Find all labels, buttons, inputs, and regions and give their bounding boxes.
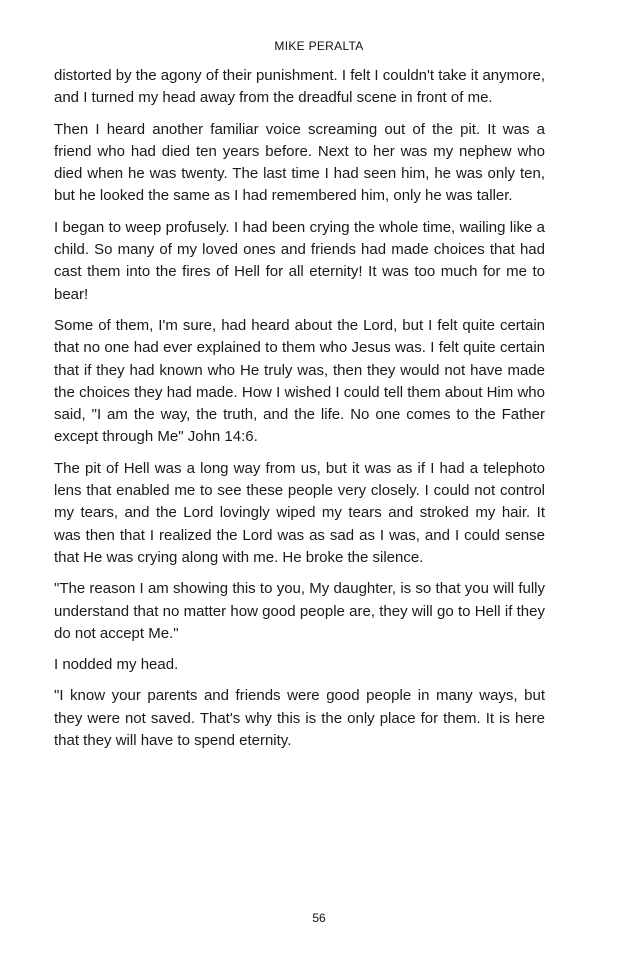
running-header: MIKE PERALTA <box>274 39 364 53</box>
paragraph: I nodded my head. <box>54 656 179 674</box>
paragraph: "The reason I am showing this to you, My daughter, is so that you will fully understand that no matter how good people are, they will go to Hell if they do not accept Me." <box>54 580 545 642</box>
paragraph: "I know your parents and friends were good people in many ways, but they were not saved. That's why this is the only place for them. It is here that they will have to spend eternity. <box>54 687 545 750</box>
paragraph: The pit of Hell was a long way from us, but it was as if I had a telephoto lens that enabled me to see these people very closely. I could not control my tears, and the Lord lovingly wiped my tears and stroked my hair. It was then that I realized the Lord was as sad as I was, and I could sense that He was crying along with me. He broke the silence. <box>54 459 545 566</box>
body-text <box>54 65 545 761</box>
paragraph: Some of them, I'm sure, had heard about the Lord, but I felt quite certain that no one had ever explained to them who Jesus was. I felt quite certain that if they had known who He truly was, then they would not have made the choices they had made. How I wished I could tell them about Him who said, "I am the way, the truth, and the life. No one comes to the Father except through Me" John 14:6. <box>54 316 545 446</box>
paragraph: Then I heard another familiar voice screaming out of the pit. It was a friend who had died ten years before. Next to her was my nephew who died when he was twenty. The last time I had seen him, he was only ten, but he looked the same as I had remembered him, only he was taller. <box>54 120 545 205</box>
paragraph: I began to weep profusely. I had been crying the whole time, wailing like a child. So many of my loved ones and friends had made choices that had cast them into the fires of Hell for all eternity! It was too much for me to bear! <box>54 218 545 303</box>
paragraph: distorted by the agony of their punishment. I felt I couldn't take it anymore, and I turned my head away from the dreadful scene in front of me. <box>54 67 545 107</box>
page-number: 56 <box>312 911 326 925</box>
